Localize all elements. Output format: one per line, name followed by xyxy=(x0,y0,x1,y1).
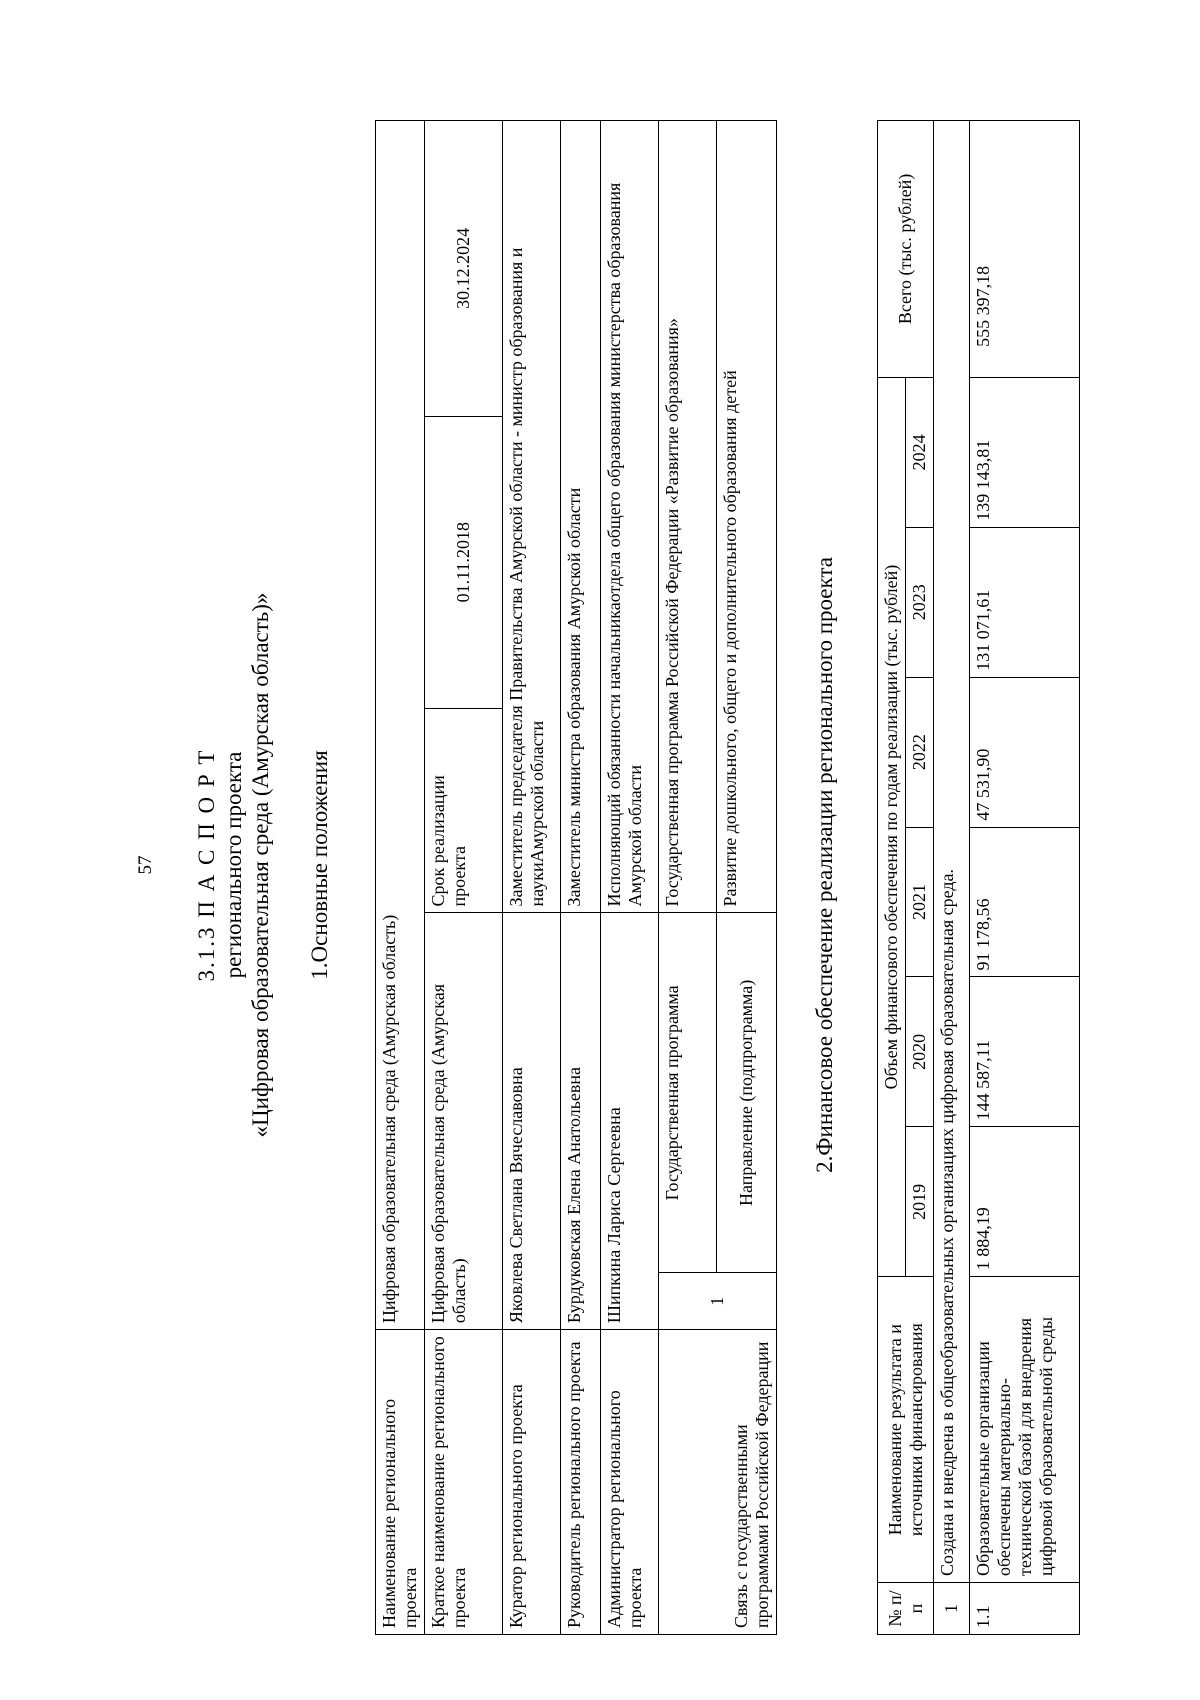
value-cell: 131 071,61 xyxy=(970,527,1080,677)
value-cell: 144 587,11 xyxy=(970,977,1080,1127)
row-name: Образовательные организации обеспечены материально-технической базой для внедрения цифровой образовательной среды xyxy=(970,1277,1080,1583)
header-total: Всего (тыс. рублей) xyxy=(878,121,934,378)
header-year: 2019 xyxy=(906,1127,934,1277)
document-page xyxy=(45,65,1165,1665)
person-name: Яковлева Светлана Вячеславовна xyxy=(503,913,561,1330)
title-line-1: 3.1.3 П А С П О Р Т xyxy=(194,748,219,982)
row-label: Руководитель регионального проекта xyxy=(561,1330,601,1635)
value-cell: 1 884,19 xyxy=(970,1127,1080,1277)
table-row xyxy=(376,121,425,1635)
direction-label: Направление (подпрограмма) xyxy=(717,913,777,1273)
row-number: 1.1 xyxy=(970,1583,1080,1635)
value-cell: 139 143,81 xyxy=(970,377,1080,527)
row-value: Цифровая образовательная среда (Амурская область) xyxy=(425,913,503,1330)
table-row xyxy=(425,121,503,1635)
row-label: Связь с государственными программами Российской Федерации xyxy=(659,1330,777,1635)
table-row xyxy=(659,121,717,1635)
page-number: 57 xyxy=(135,855,156,875)
basic-provisions-table xyxy=(375,120,777,1635)
group-number: 1 xyxy=(934,1583,970,1635)
document-title xyxy=(193,65,274,1665)
header-num: № п/п xyxy=(878,1583,934,1635)
table-row xyxy=(934,121,970,1635)
title-line-2: регионального проекта xyxy=(221,751,246,979)
title-line-3: «Цифровая образовательная среда (Амурская область)» xyxy=(248,592,273,1138)
header-name: Наименование результата и источники финансирования xyxy=(878,1277,934,1583)
person-name: Бурдуковская Елена Анатольевна xyxy=(561,913,601,1330)
header-year: 2021 xyxy=(906,827,934,977)
row-label: Куратор регионального проекта xyxy=(503,1330,561,1635)
table-row xyxy=(970,121,1080,1635)
person-position: Исполняющий обязанности начальникаотдела общего образования министерства образования Амурской области xyxy=(601,121,659,913)
header-year: 2020 xyxy=(906,977,934,1127)
table-row xyxy=(561,121,601,1635)
header-year: 2022 xyxy=(906,677,934,827)
term-label: Срок реализации проекта xyxy=(425,708,503,913)
direction-value: Развитие дошкольного, общего и дополнительного образования детей xyxy=(717,121,777,913)
header-volume: Объем финансового обеспечения по годам реализации (тыс. рублей) xyxy=(878,377,906,1276)
financing-table xyxy=(877,120,1080,1635)
program-number: 1 xyxy=(659,1273,777,1330)
person-name: Шипкина Лариса Сергеевна xyxy=(601,913,659,1330)
total-cell: 555 397,18 xyxy=(970,121,1080,378)
row-label: Администратор регионального проекта xyxy=(601,1330,659,1635)
table-row xyxy=(601,121,659,1635)
value-cell: 47 531,90 xyxy=(970,677,1080,827)
row-value: Цифровая образовательная среда (Амурская область) xyxy=(376,121,425,1330)
section-2-heading: 2.Финансовое обеспечение реализации регионального проекта xyxy=(812,557,837,1173)
person-position: Заместитель министра образования Амурской области xyxy=(561,121,601,913)
person-position: Заместитель председателя Правительства Амурской области - министр образования и наукиАмурской области xyxy=(503,121,561,913)
value-cell: 91 178,56 xyxy=(970,827,1080,977)
term-end: 30.12.2024 xyxy=(425,121,503,417)
row-label: Наименование регионального проекта xyxy=(376,1330,425,1635)
table-row xyxy=(503,121,561,1635)
header-year: 2023 xyxy=(906,527,934,677)
row-label: Краткое наименование регионального проекта xyxy=(425,1330,503,1635)
header-year: 2024 xyxy=(906,377,934,527)
group-text: Создана и внедрена в общеобразовательных организациях цифровая образовательная среда. xyxy=(934,121,970,1583)
program-value: Государственная программа Российской Федерации «Развитие образования» xyxy=(659,121,717,913)
term-start: 01.11.2018 xyxy=(425,416,503,708)
program-label: Государственная программа xyxy=(659,913,717,1273)
section-1-heading: 1.Основные положения xyxy=(307,750,332,980)
table-header-row xyxy=(878,121,906,1635)
